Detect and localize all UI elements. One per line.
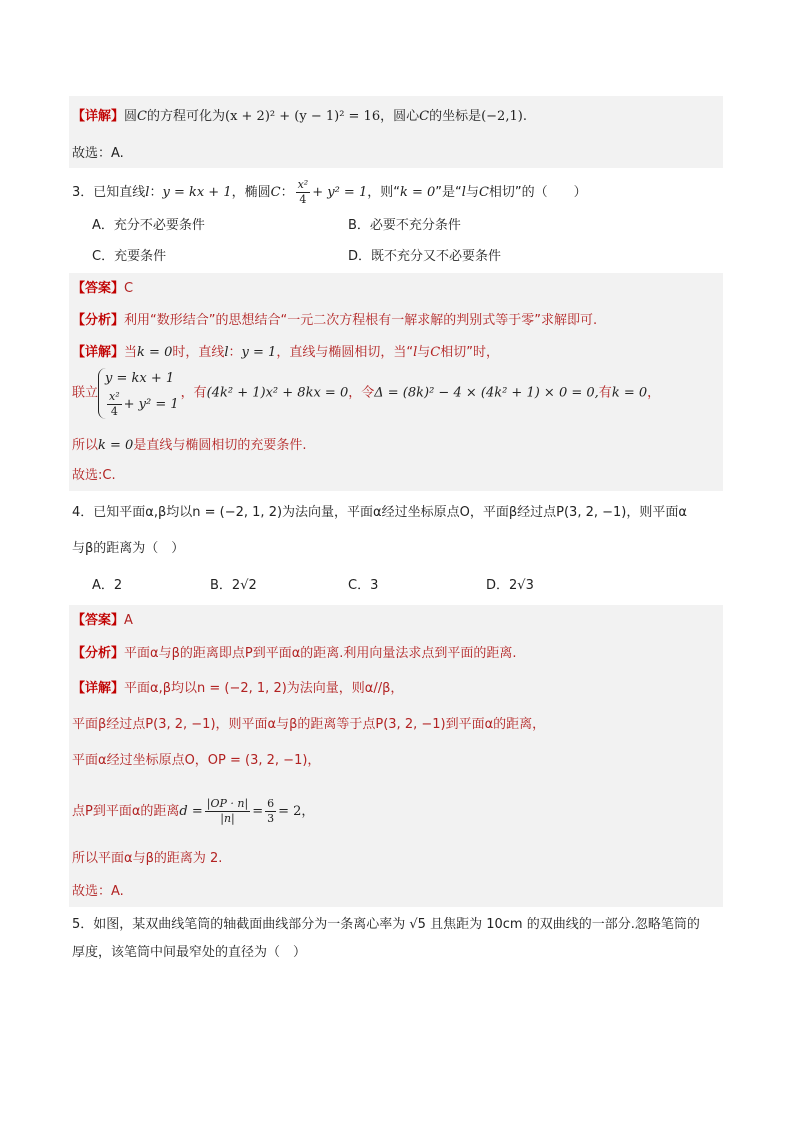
detail-line-2: 平面β经过点P(3, 2, −1)，则平面α与β的距离等于点P(3, 2, −1)到平面α的距离， bbox=[72, 717, 546, 732]
option-d: D．既不充分又不必要条件 bbox=[348, 249, 502, 264]
option-a: A．2 bbox=[92, 578, 123, 593]
analysis-line: 【分析】利用“数形结合”的思想结合“一元二次方程根有一解求解的判别式等于零”求解即可. bbox=[72, 313, 598, 328]
option-a: A．充分不必要条件 bbox=[92, 218, 205, 233]
detail-line: 【详解】圆C的方程可化为(x + 2)² + (y − 1)² = 16，圆心C的坐标是(−2,1). bbox=[72, 109, 527, 124]
choose-line: 故选：A. bbox=[72, 884, 124, 899]
option-b: B．2√2 bbox=[210, 578, 257, 593]
question-4-stem-2: 与β的距离为（ ） bbox=[72, 541, 185, 556]
detail-line-3: 平面α经过坐标原点O，OP = (3, 2, −1)， bbox=[72, 753, 321, 768]
analysis-line: 【分析】平面α与β的距离即点P到平面α的距离.利用向量法求点到平面的距离. bbox=[72, 646, 517, 661]
system-line: 联立 y = kx + 1 $\frac{\text{x²}}{4}$ + y² = 1 ，有(4k² + 1)x² + 8kx = 0，令Δ = (8k)² − 4 × (4k² + 1) × 0 = 0,有k = 0， bbox=[72, 368, 660, 419]
question-3-stem: 3．已知直线l：y = kx + 1，椭圆C： $\frac{\text{x²}}{4}$ + y² = 1，则“k = 0”是“l与C相切”的（ ） bbox=[72, 178, 587, 206]
option-d: D．2√3 bbox=[486, 578, 534, 593]
answer-line: 【答案】A bbox=[72, 613, 133, 628]
detail-tag: 【详解】 bbox=[72, 109, 125, 124]
detail-line: 【详解】当k = 0时，直线l：y = 1，直线与椭圆相切，当“l与C相切”时， bbox=[72, 345, 499, 360]
option-c: C．充要条件 bbox=[92, 249, 167, 264]
distance-fraction: $\frac{|OP \cdot n|}{|n|}$ bbox=[206, 797, 249, 825]
answer-line: 【答案】C bbox=[72, 281, 134, 296]
conclusion-line: 所以平面α与β的距离为 2. bbox=[72, 851, 223, 866]
question-4-stem: 4．已知平面α,β均以n = (−2, 1, 2)为法向量，平面α经过坐标原点O，平面β经过点P(3, 2, −1)，则平面α bbox=[72, 505, 687, 520]
option-b: B．必要不充分条件 bbox=[348, 218, 461, 233]
option-c: C．3 bbox=[348, 578, 379, 593]
distance-formula-line: 点P到平面α的距离d = $\frac{|OP \cdot n|}{|n|}$ = $\frac{6}{3}$ = 2， bbox=[72, 797, 315, 825]
choose-line: 故选：A. bbox=[72, 146, 124, 161]
equation-system: y = kx + 1 $\frac{\text{x²}}{4}$ + y² = 1 bbox=[98, 368, 179, 419]
question-5-stem: 5．如图，某双曲线笔筒的轴截面曲线部分为一条离心率为 √5 且焦距为 10cm 的双曲线的一部分.忽略笔筒的 bbox=[72, 917, 700, 932]
question-5-stem-2: 厚度，该笔筒中间最窄处的直径为（ ） bbox=[72, 945, 307, 960]
detail-line: 【详解】平面α,β均以n = (−2, 1, 2)为法向量，则α//β， bbox=[72, 681, 404, 696]
conclusion-line: 所以k = 0是直线与椭圆相切的充要条件. bbox=[72, 438, 307, 453]
ellipse-fraction: $\frac{\text{x²}}{4}$ bbox=[297, 178, 309, 206]
choose-line: 故选:C. bbox=[72, 468, 116, 483]
